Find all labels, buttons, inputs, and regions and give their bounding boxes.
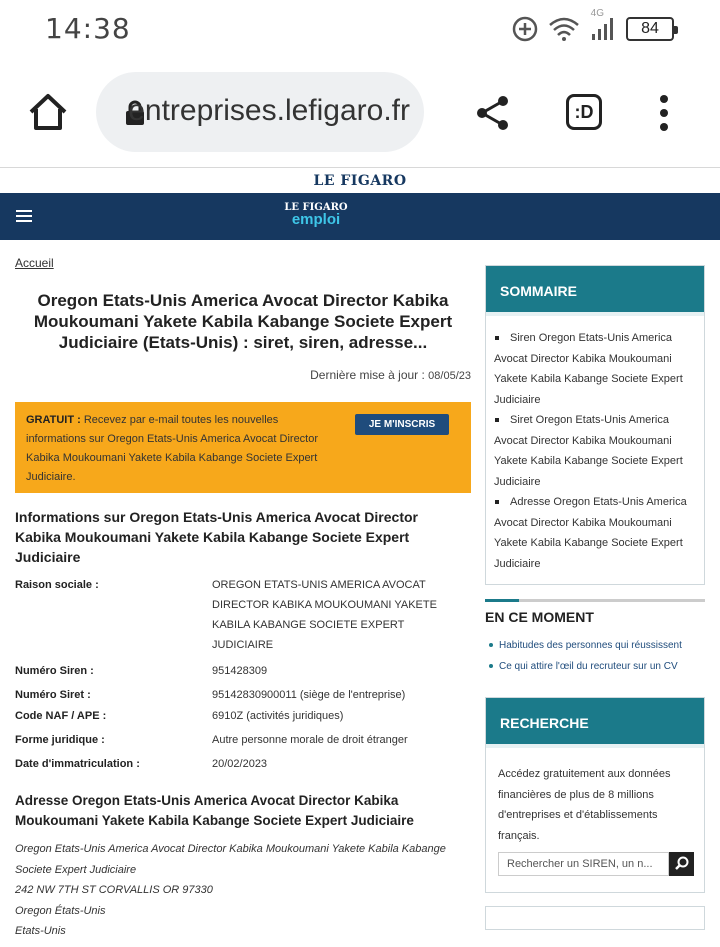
siren-search-input[interactable]: Rechercher un SIREN, un n... [498, 852, 669, 876]
info-label: Numéro Siret : [15, 689, 91, 701]
home-icon[interactable] [26, 90, 70, 134]
site-top-logo[interactable] [0, 170, 720, 194]
recherche-box [485, 697, 705, 893]
recherche-text: Accédez gratuitement aux données financières de plus de 8 millions d'entreprises et d'établissements français. [498, 768, 671, 842]
address-heading: Adresse Oregon Etats-Unis America Avocat Director Kabika Moukoumani Yakete Kabila Kabange Societe Expert Judiciaire [15, 793, 414, 828]
sommaire-link-adresse[interactable]: Adresse Oregon Etats-Unis America Avocat Director Kabika Moukoumani Yakete Kabila Kabange Societe Expert Judiciaire [494, 492, 696, 574]
address-line: Etats-Unis [15, 925, 66, 937]
browser-toolbar [0, 58, 720, 168]
newsletter-promo [15, 402, 471, 493]
address-line: Oregon Etats-Unis America Avocat Director Kabika Moukoumani Yakete Kabila Kabange Societe Expert Judiciaire [15, 843, 446, 876]
info-label: Date d'immatriculation : [15, 758, 140, 770]
hamburger-menu-icon[interactable] [16, 210, 32, 225]
sidebar-empty-box [485, 906, 705, 930]
address-line: Oregon États-Unis [15, 904, 106, 917]
promo-body: Recevez par e-mail toutes les nouvelles informations sur Oregon Etats-Unis America Avocat Director Kabika Moukoumani Yakete Kabila Kabange Societe Expert Judiciaire. [26, 414, 319, 483]
site-navbar [0, 193, 720, 240]
info-label: Forme juridique : [15, 734, 105, 746]
emploi-logo-line2: emploi [291, 211, 341, 228]
promo-strong: GRATUIT : [26, 414, 84, 426]
more-icon[interactable] [652, 94, 676, 132]
info-label: Raison sociale : [15, 579, 99, 591]
info-value: 951428309 [212, 665, 268, 677]
sommaire-box [485, 265, 705, 585]
signal-icon [590, 16, 616, 42]
address-line: 242 NW 7TH ST CORVALLIS OR 97330 [15, 884, 213, 896]
sommaire-title: SOMMAIRE [486, 266, 704, 316]
battery-icon [626, 17, 674, 41]
sommaire-link-siret[interactable]: Siret Oregon Etats-Unis America Avocat Director Kabika Moukoumani Yakete Kabila Kabange Societe Expert Judiciaire [494, 410, 696, 492]
subscribe-button[interactable]: JE M'INSCRIS [355, 414, 449, 435]
en-ce-moment-title: EN CE MOMENT [485, 609, 594, 625]
search-icon [669, 852, 694, 876]
url-bar[interactable] [96, 72, 424, 152]
dex-button[interactable]: :D [566, 94, 602, 130]
lefigaro-emploi-logo[interactable] [280, 203, 352, 227]
battery-level: 84 [641, 20, 659, 37]
lefigaro-logo[interactable]: LE FIGARO [313, 173, 407, 189]
en-ce-moment-link[interactable]: Ce qui attire l'œil du recruteur sur un CV [485, 656, 705, 677]
sommaire-list [486, 316, 704, 584]
share-icon[interactable] [474, 94, 512, 132]
address-block [15, 839, 455, 942]
en-ce-moment-list [485, 635, 705, 677]
info-value: 6910Z (activités juridiques) [212, 710, 344, 722]
clock: 14:38 [45, 12, 131, 45]
recherche-body [486, 748, 704, 886]
breadcrumb-home-link[interactable]: Accueil [15, 256, 54, 270]
info-value: Autre personne morale de droit étranger [212, 734, 408, 746]
wifi-icon [548, 16, 580, 42]
info-heading: Informations sur Oregon Etats-Unis America Avocat Director Kabika Moukoumani Yakete Kabila Kabange Societe Expert Judiciaire [15, 509, 418, 565]
updated-date: 08/05/23 [428, 370, 471, 382]
sommaire-link-siren[interactable]: Siren Oregon Etats-Unis America Avocat Director Kabika Moukoumani Yakete Kabila Kabange Societe Expert Judiciaire [494, 328, 696, 410]
promo-text [26, 411, 326, 487]
info-label: Code NAF / APE : [15, 710, 107, 722]
recherche-title: RECHERCHE [486, 698, 704, 748]
search-button[interactable] [669, 852, 694, 876]
status-bar [0, 0, 720, 58]
section-divider [485, 599, 705, 602]
search-form [498, 852, 694, 876]
page-title: Oregon Etats-Unis America Avocat Director Kabika Moukoumani Yakete Kabila Kabange Societe Expert Judiciaire (Etats-Unis) : siret, siren, adresse... [33, 291, 453, 352]
url-text[interactable]: entreprises.lefigaro.fr [128, 94, 410, 127]
status-icons [512, 12, 674, 46]
info-value: 95142830900011 (siège de l'entreprise) [212, 689, 406, 701]
info-value: OREGON ETATS-UNIS AMERICA AVOCAT DIRECTOR KABIKA MOUKOUMANI YAKETE KABILA KABANGE SOCIETE EXPERT JUDICIAIRE [212, 579, 437, 651]
info-value: 20/02/2023 [212, 758, 268, 770]
network-type: 4G [590, 8, 604, 19]
data-saver-icon [512, 16, 538, 42]
en-ce-moment-link[interactable]: Habitudes des personnes qui réussissent [485, 635, 705, 656]
info-label: Numéro Siren : [15, 665, 94, 677]
updated-label: Dernière mise à jour : [310, 368, 429, 382]
last-updated [310, 368, 471, 382]
emploi-logo-line1: LE FIGARO [284, 202, 348, 213]
